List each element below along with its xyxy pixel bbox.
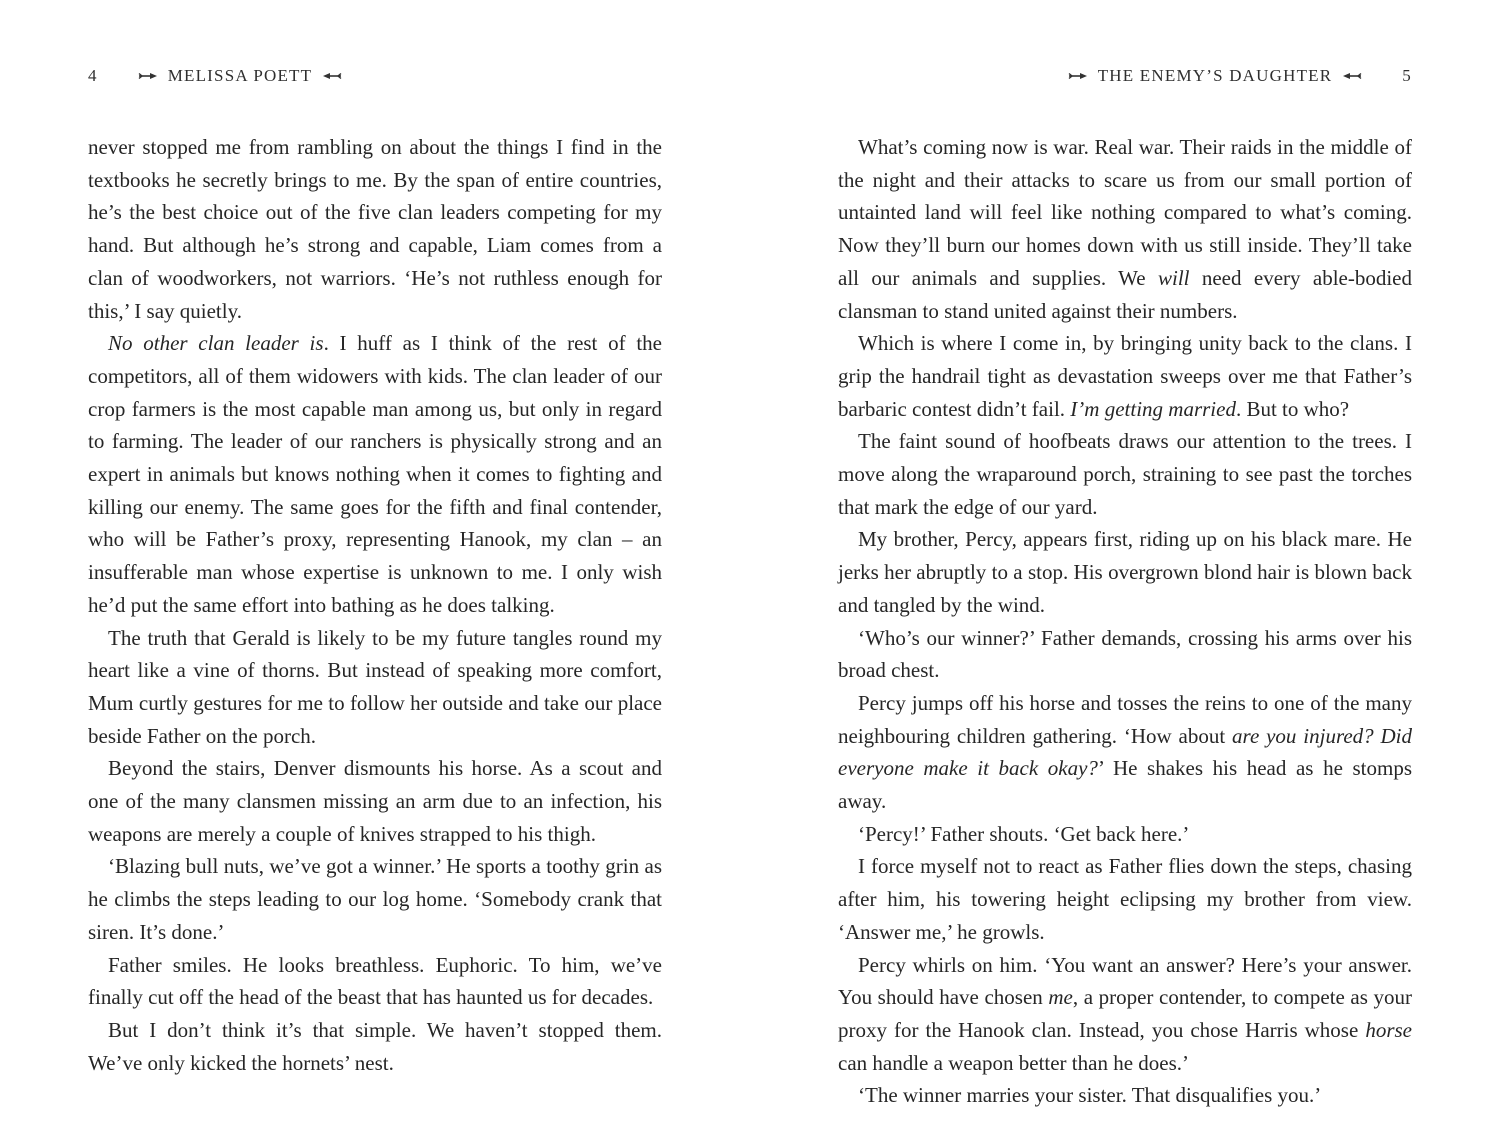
right-page-text (838, 131, 1412, 1112)
paragraph: ‘Blazing bull nuts, we’ve got a winner.’ He sports a toothy grin as he climbs the steps leading to our log home. ‘Somebody crank that siren. It’s done.’ (88, 854, 662, 944)
italic-text: horse (1365, 1017, 1412, 1042)
paragraph: I force myself not to react as Father flies down the steps, chasing after him, his towering height eclipsing my brother from view. ‘Answer me,’ he growls. (838, 854, 1412, 944)
ornament-arrow-icon (1068, 72, 1088, 80)
paragraph: What’s coming now is war. Real war. Their raids in the middle of the night and their attacks to scare us from our small portion of untainted land will feel like nothing compared to what’s coming. Now they’ll burn our homes down with us still inside. They’ll take all our animals and supplies. We will need every able-bodied clansman to stand united against their numbers. (838, 135, 1412, 323)
paragraph: ‘The winner marries your sister. That disqualifies you.’ (858, 1083, 1322, 1108)
left-page-text (88, 131, 662, 1079)
italic-text: I’m getting married (1070, 396, 1236, 421)
paragraph: The faint sound of hoofbeats draws our attention to the trees. I move along the wraparound porch, straining to see past the torches that mark the edge of our yard. (838, 429, 1412, 519)
paragraph: My brother, Percy, appears first, riding up on his black mare. He jerks her abruptly to a stop. His overgrown blond hair is blown back and tangled by the wind. (838, 527, 1412, 617)
ornament-arrow-icon (138, 72, 158, 80)
paragraph: The truth that Gerald is likely to be my future tangles round my heart like a vine of thorns. But instead of speaking more comfort, Mum curtly gestures for me to follow her outside and take our place beside Father on the porch. (88, 625, 662, 748)
ornament-arrow-icon (1342, 72, 1362, 80)
page-number: 4 (88, 66, 98, 85)
left-running-head (88, 66, 352, 86)
author-name: MELISSA POETT (167, 66, 313, 85)
italic-text: me (1048, 985, 1073, 1010)
italic-text: are you injured? Did everyone make it back okay? (838, 723, 1412, 781)
paragraph: ‘Who’s our winner?’ Father demands, crossing his arms over his broad chest. (838, 625, 1412, 683)
paragraph: But I don’t think it’s that simple. We haven’t stopped them. We’ve only kicked the hornets’ nest. (88, 1017, 662, 1075)
paragraph: ‘Percy!’ Father shouts. ‘Get back here.’ (858, 821, 1190, 846)
paragraph: Percy whirls on him. ‘You want an answer? Here’s your answer. You should have chosen me, a proper contender, to compete as your proxy for the Hanook clan. Instead, you chose Harris whose horse can handle a weapon better than he does.’ (838, 952, 1413, 1075)
paragraph: No other clan leader is. I huff as I think of the rest of the competitors, all of them widowers with kids. The clan leader of our crop farmers is the most capable man among us, but only in regard to farming. The leader of our ranchers is physically strong and an expert in animals but knows nothing when it comes to fighting and killing our enemy. The same goes for the fifth and final contender, who will be Father’s proxy, representing Hanook, my clan – an insufferable man whose expertise is unknown to me. I only wish he’d put the same effort into bathing as he does talking. (88, 331, 663, 617)
paragraph: Beyond the stairs, Denver dismounts his horse. As a scout and one of the many clansmen missing an arm due to an infection, his weapons are merely a couple of knives strapped to his thigh. (88, 756, 662, 846)
italic-text: will (1157, 265, 1190, 290)
paragraph: Which is where I come in, by bringing unity back to the clans. I grip the handrail tight as devastation sweeps over me that Father’s barbaric contest didn’t fail. I’m getting married. But to who? (838, 331, 1412, 421)
ornament-arrow-icon (322, 72, 342, 80)
paragraph: Father smiles. He looks breathless. Euphoric. To him, we’ve finally cut off the head of the beast that has haunted us for decades. (88, 952, 662, 1010)
right-running-head (1058, 66, 1412, 86)
italic-text: No other clan leader is (108, 331, 324, 356)
paragraph: never stopped me from rambling on about the things I find in the textbooks he secretly brings to me. By the span of entire countries, he’s the best choice out of the five clan leaders competing for my hand. But although he’s strong and capable, Liam comes from a clan of woodworkers, not warriors. ‘He’s not ruthless enough for this,’ I say quietly. (88, 135, 662, 323)
page-number: 5 (1402, 66, 1412, 85)
paragraph: Percy jumps off his horse and tosses the reins to one of the many neighbouring children gathering. ‘How about are you injured? Did everyone make it back okay?’ He shakes his head as he stomps away. (838, 690, 1412, 814)
right-page (750, 0, 1500, 1147)
book-title: THE ENEMY’S DAUGHTER (1097, 66, 1333, 85)
